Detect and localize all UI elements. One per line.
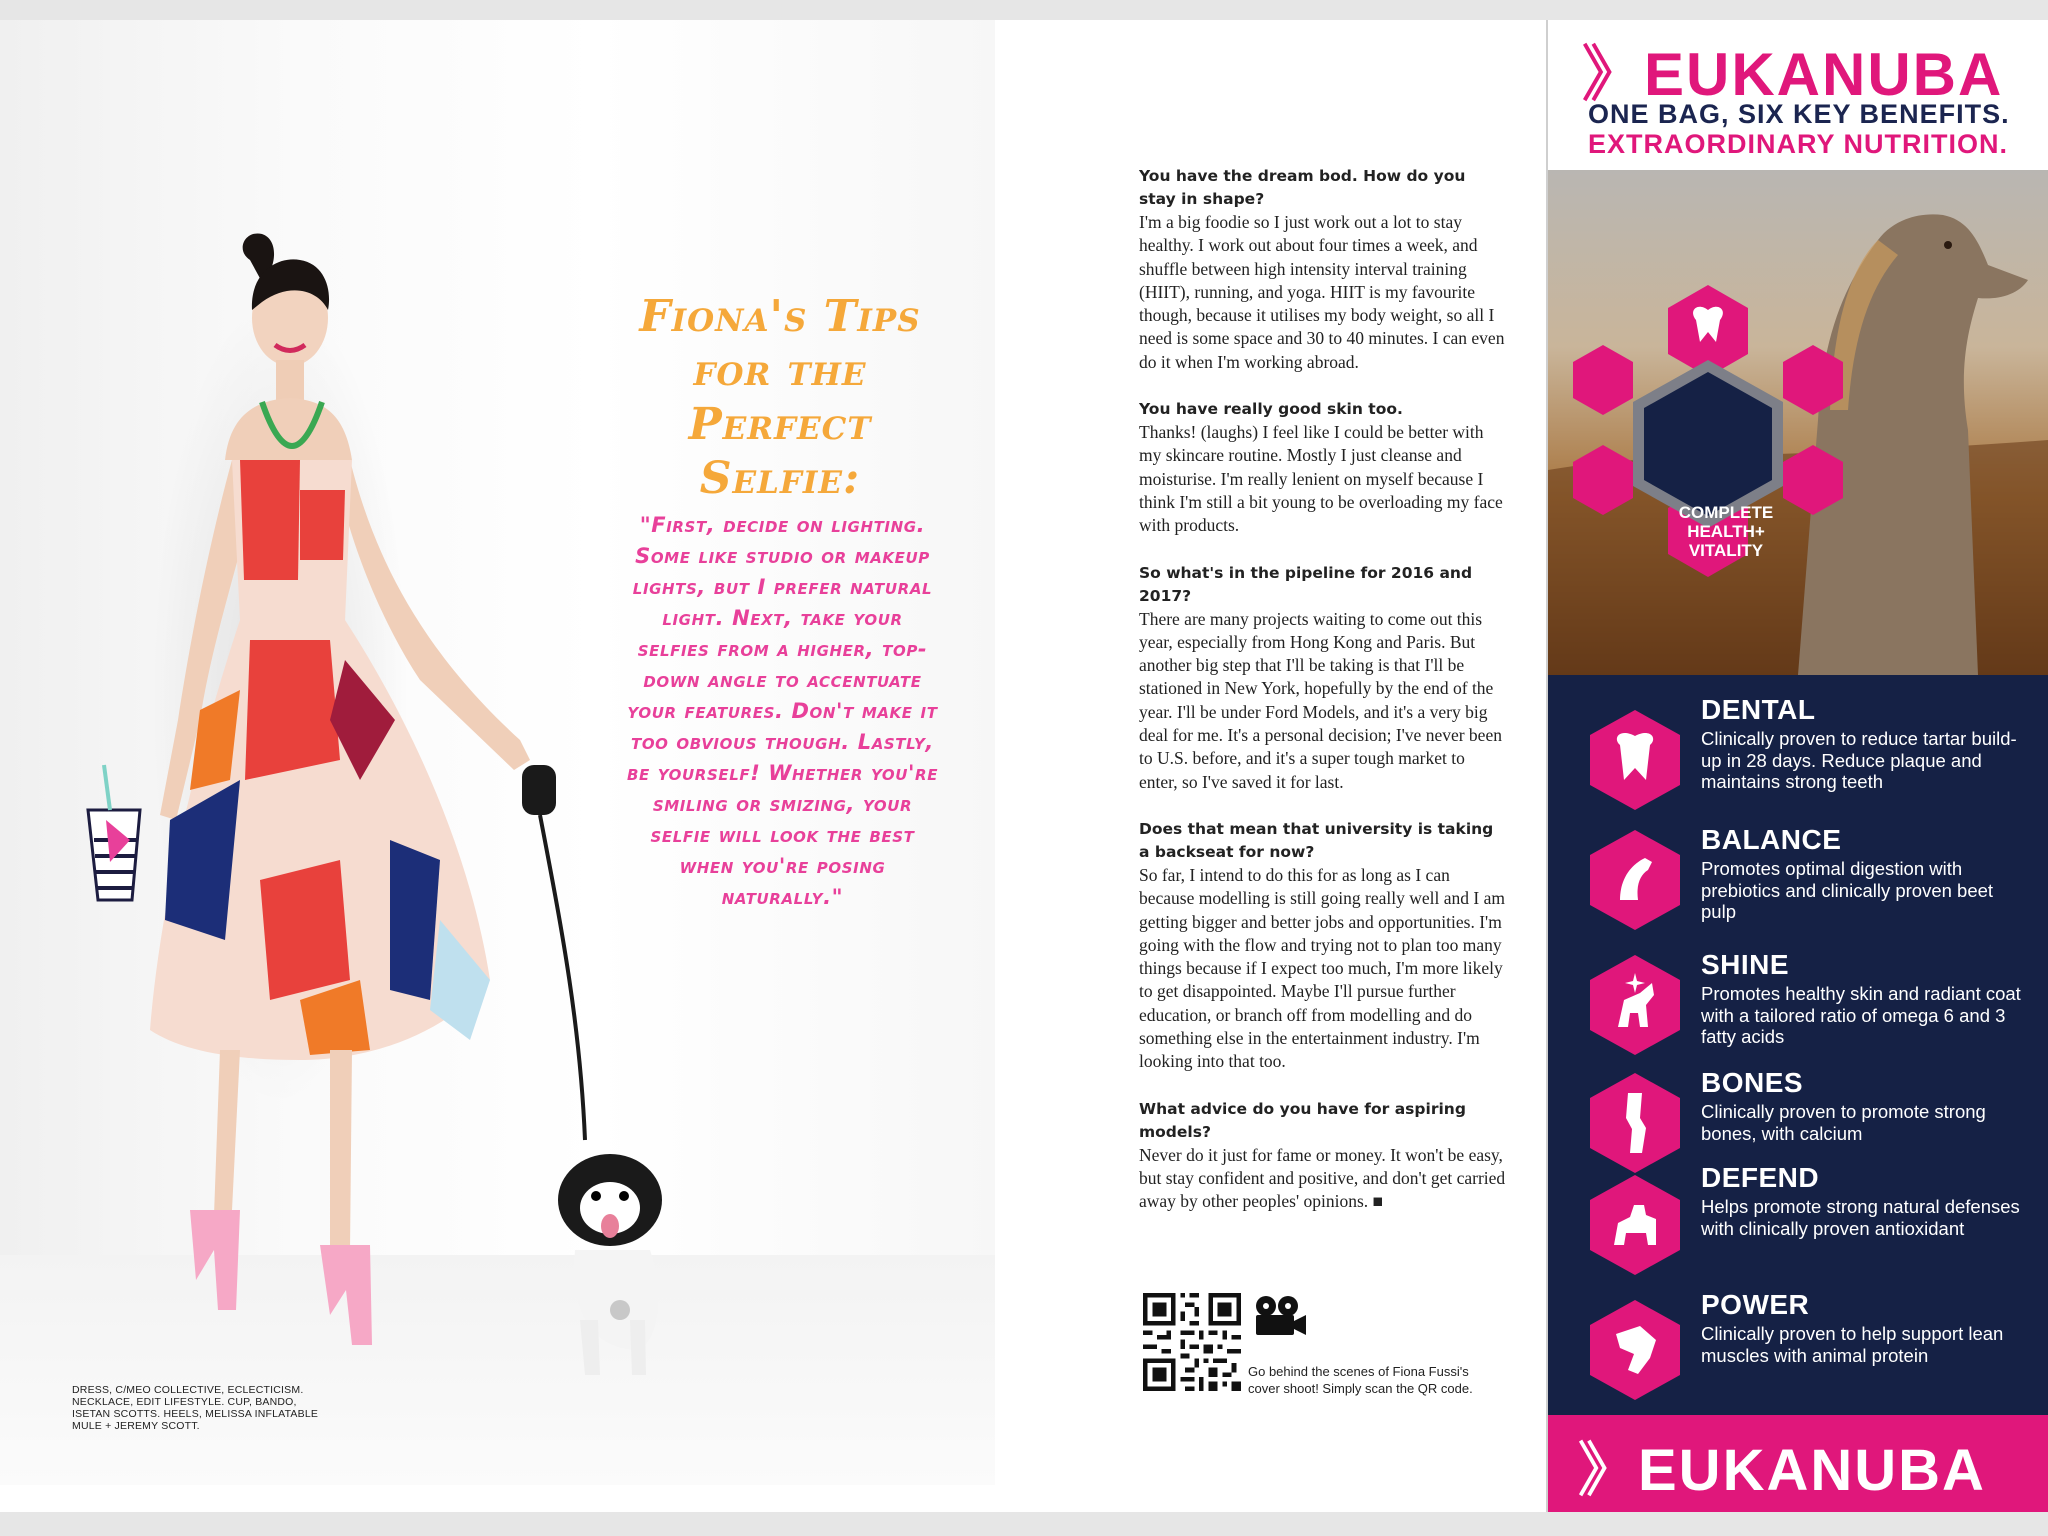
bone-icon: [1590, 1073, 1680, 1173]
brand-logo: 》EUKANUBA: [1582, 41, 2004, 108]
qa-block: [1139, 1098, 1507, 1214]
film-camera-icon: [1250, 1295, 1306, 1339]
qr-caption: Go behind the scenes of Fiona Fussi's cover shoot! Simply scan the QR code.: [1248, 1364, 1473, 1396]
benefit-balance: [1548, 825, 2048, 935]
question: So what's in the pipeline for 2016 and 2017?: [1139, 563, 1473, 605]
benefit-title: DEFEND: [1701, 1162, 1820, 1193]
ad-tagline-1: ONE BAG, SIX KEY BENEFITS.: [1588, 99, 2010, 129]
health-badge: COMPLETE HEALTH+ VITALITY: [1678, 503, 1774, 560]
balance-icon: [1590, 830, 1680, 930]
magazine-spread: [0, 20, 2048, 1512]
tooth-icon: [1590, 710, 1680, 810]
brand-logo-footer: 》EUKANUBA: [1578, 1438, 1986, 1503]
benefit-desc: Promotes optimal digestion with prebiotics and clinically proven beet pulp: [1701, 858, 1994, 922]
benefit-desc: Promotes healthy skin and radiant coat with a tailored ratio of omega 6 and 3 fatty acids: [1701, 983, 2021, 1047]
ad-tagline-2: EXTRAORDINARY NUTRITION.: [1588, 129, 2009, 159]
tips-heading: Fiona's Tips for the Perfect Selfie:: [639, 291, 921, 504]
eukanuba-ad: [1548, 20, 2048, 1512]
qa-block: [1139, 562, 1507, 794]
shield-dog-icon: [1590, 1175, 1680, 1275]
benefit-desc: Helps promote strong natural defenses with clinically proven antioxidant: [1701, 1196, 2020, 1239]
benefit-desc: Clinically proven to reduce tartar build-up in 28 days. Reduce plaque and maintains strong teeth: [1701, 728, 2017, 792]
answer: Thanks! (laughs) I feel like I could be better with my skincare routine. Mostly I just cleanse and moisturise. I'm really lenient on myself because I think I'm still a bit young to be overloading my face with products.: [1139, 422, 1503, 536]
benefit-title: BONES: [1701, 1067, 1804, 1098]
interview-article: [1139, 165, 1507, 1238]
dog-photo: [1548, 170, 2048, 675]
benefit-dental: [1548, 695, 2048, 805]
qa-block: [1139, 818, 1507, 1074]
muscle-icon: [1590, 1300, 1680, 1400]
answer: So far, I intend to do this for as long as I can because modelling is still going really well and I am getting bigger and better jobs and opportunities. I'm going with the flow and trying not to plan too many things because if I expect too much, I'm more likely to get disappointed. Maybe I'll pursue further education, or branch off from modelling and do something else in the entertainment industry. I'm looking into that too.: [1139, 864, 1505, 1072]
benefits-panel: [1548, 675, 2048, 1415]
benefit-title: BALANCE: [1701, 824, 1842, 855]
benefit-title: DENTAL: [1701, 694, 1816, 725]
benefit-desc: Clinically proven to promote strong bones, with calcium: [1701, 1101, 1986, 1144]
question: You have the dream bod. How do you stay in shape?: [1139, 167, 1466, 208]
benefit-title: SHINE: [1701, 949, 1790, 980]
shine-icon: [1590, 955, 1680, 1055]
benefit-shine: [1548, 950, 2048, 1060]
photo-credits: DRESS, C/MEO COLLECTIVE, ECLECTICISM. NECKLACE, EDIT LIFESTYLE. CUP, BANDO, ISETAN SCOTTS. HEELS, MELISSA INFLATABLE MULE + JEREMY SCOTT.: [72, 1384, 319, 1432]
qr-code[interactable]: [1143, 1293, 1241, 1391]
tips-quote: "First, decide on lighting. Some like studio or makeup lights, but I prefer natural light. Next, take your selfies from a higher, top-down angle to accentuate your features. Don't make it too obvious though. Lastly, be yourself! Whether you're smiling or smizing, your selfie will look the best when you're posing naturally.": [626, 513, 939, 909]
answer: Never do it just for fame or money. It won't be easy, but stay confident and positive, and don't get carried away by other peoples' opinions. ■: [1139, 1144, 1506, 1212]
answer: There are many projects waiting to come out this year, especially from Hong Kong and Paris. But another big step that I'll be taking is that I'll be stationed in New York, hopefully by the end of the year. I'll be under Ford Models, and it's a very big deal for me. It's a personal decision; I've never been to U.S. before, and it's a super tough market to enter, so I've saved it for last.: [1139, 608, 1502, 792]
benefit-desc: Clinically proven to help support lean muscles with animal protein: [1701, 1323, 2004, 1366]
qa-block: [1139, 165, 1507, 374]
benefit-power: [1548, 1290, 2048, 1400]
benefit-title: POWER: [1701, 1289, 1810, 1320]
answer: I'm a big foodie so I just work out a lot to stay healthy. I work out about four times a week, and shuffle between high intensity interval training (HIIT), running, and yoga. HIIT is my favourite though, because it utilises my body weight, so all I need is some space and 30 to 40 minutes. I can even do it when I'm working abroad.: [1139, 212, 1505, 372]
question: Does that mean that university is taking a backseat for now?: [1139, 819, 1494, 861]
question: You have really good skin too.: [1139, 400, 1403, 419]
benefit-defend: [1548, 1163, 2048, 1273]
ad-footer: [1548, 1415, 2048, 1512]
question: What advice do you have for aspiring models?: [1139, 1099, 1466, 1141]
qa-block: [1139, 398, 1507, 537]
